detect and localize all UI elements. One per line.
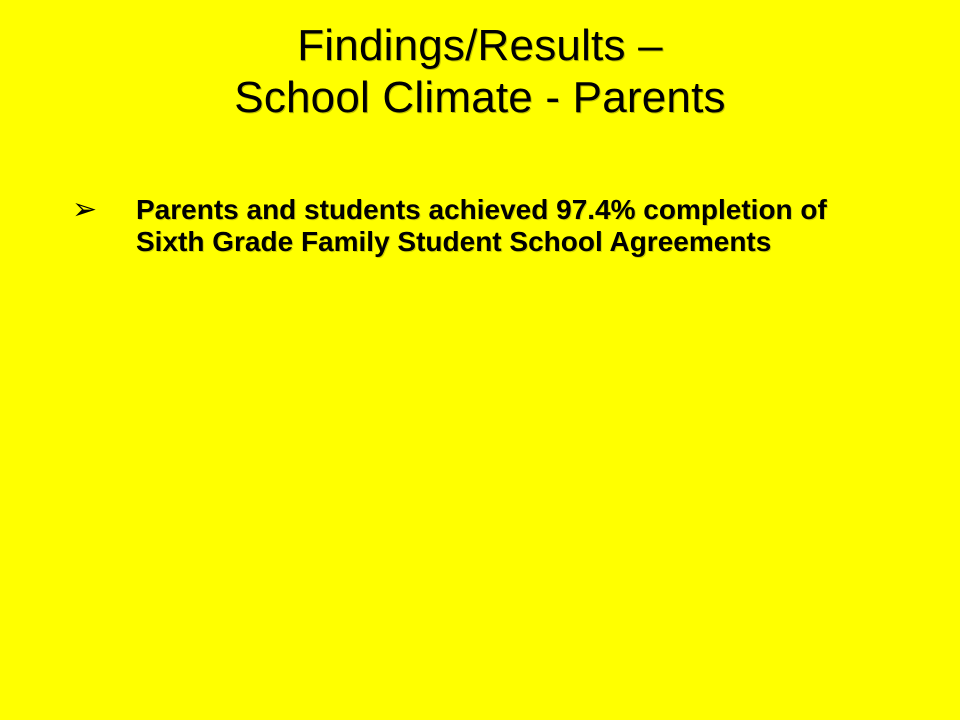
title-line-1: Findings/Results – bbox=[297, 21, 663, 70]
bullet-item bbox=[72, 194, 892, 258]
arrowhead-bullet-icon: ➢ bbox=[72, 193, 98, 226]
slide-title bbox=[0, 20, 960, 124]
title-line-2: School Climate - Parents bbox=[234, 73, 726, 122]
bullet-text: Parents and students achieved 97.4% completion of Sixth Grade Family Student School Agreements bbox=[136, 194, 827, 257]
